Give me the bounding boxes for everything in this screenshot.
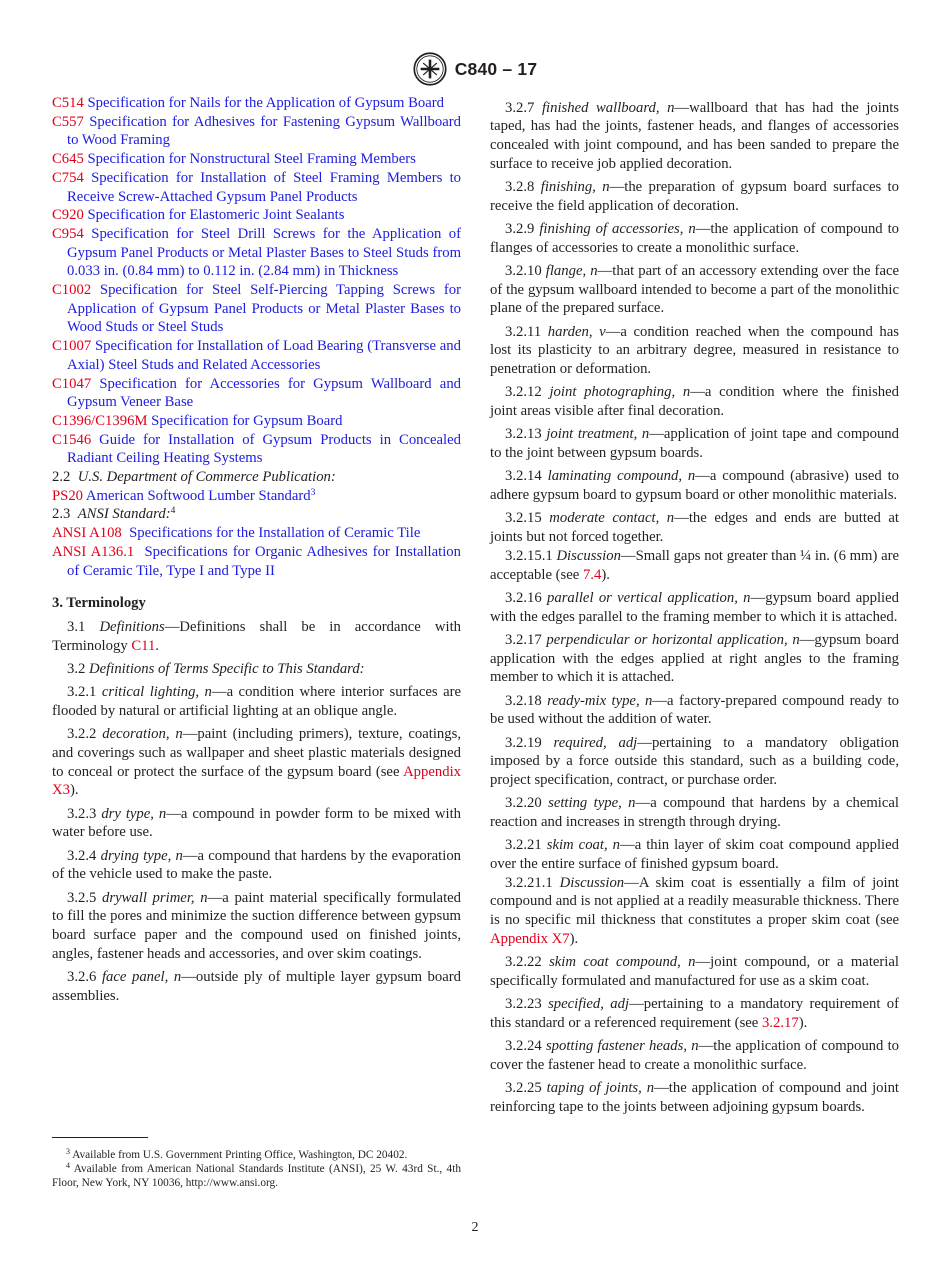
def-text: —that part of an accessory extending over the face of the gypsum wallboard intended to become a part of the monolithic plane of the prepared surface. xyxy=(490,263,900,317)
def-text: —a condition where interior surfaces are flooded by natural or artificial lighting at an oblique angle. xyxy=(52,684,462,719)
ref-code[interactable]: C1396/C1396M xyxy=(52,412,148,429)
reference-item[interactable] xyxy=(52,543,461,580)
def-number: 3.2.18 xyxy=(505,692,542,709)
def-number: 3.2.2 xyxy=(67,726,97,743)
para-3-1: 3.1 Definitions—Definitions shall be in accordance with Terminology C11. xyxy=(52,618,462,654)
definition-3-2-5 xyxy=(52,889,461,964)
definition-3-2-18 xyxy=(490,692,899,729)
reference-item[interactable] xyxy=(52,113,461,150)
ref-title[interactable]: Specification for Accessories for Gypsum Wallboard and Gypsum Veneer Base xyxy=(67,375,462,411)
def-text: —paint (including primers), texture, coatings, and coverings such as wallpaper and sheet plastic materials designed to conceal or protect the surface of the gypsum board (see xyxy=(52,726,461,780)
def-term: laminating compound, n xyxy=(547,468,696,485)
footnote-item xyxy=(52,1148,461,1162)
def-term: decoration, n xyxy=(102,726,183,743)
definition-3-2-14 xyxy=(490,467,899,504)
def-text: —joint compound, or a material specifically formulated and manufactured for use as a skim coat. xyxy=(490,954,899,989)
def-number: 3.2.23 xyxy=(505,996,542,1013)
ref-code[interactable]: ANSI A108 xyxy=(52,525,122,542)
definition-3-2-3 xyxy=(52,805,461,842)
ref-title[interactable]: Specification for Installation of Steel Framing Members to Receive Screw-Attached Gypsum Panel Products xyxy=(67,169,462,205)
ref-code[interactable]: C920 xyxy=(52,207,84,224)
section-2-2: 2.2 U.S. Department of Commerce Publication: xyxy=(52,469,336,486)
def-number: 3.2.1 xyxy=(67,684,97,701)
definition-3-2-1 xyxy=(52,683,461,720)
definition-3-2-22 xyxy=(490,953,899,990)
ref-code[interactable]: C1002 xyxy=(52,282,92,299)
ref-code[interactable]: ANSI A136.1 xyxy=(52,543,135,560)
def-number: 3.2.16 xyxy=(505,589,542,606)
def-term: required, adj xyxy=(553,734,638,751)
ref-title[interactable]: American Softwood Lumber Standard xyxy=(85,487,311,504)
def-number: 3.2.24 xyxy=(505,1038,542,1055)
definition-3-2-13 xyxy=(490,425,899,462)
def-text: —wallboard that has had the joints taped, has had the joints, fastener heads, and flanges of accessories concealed with joint compound, and has been sanded to prepare the surface to receive job applied decoration. xyxy=(490,99,899,172)
def-term: flange, n xyxy=(545,263,598,279)
ansi-reference-list xyxy=(52,524,461,580)
ref-code[interactable]: C1047 xyxy=(52,375,92,392)
ref-title[interactable]: Specification for Nails for the Application of Gypsum Board xyxy=(87,95,445,111)
reference-item[interactable] xyxy=(52,169,461,206)
def-term: Discussion xyxy=(559,874,625,891)
ref-title[interactable]: Specification for Steel Self-Piercing Tapping Screws for Application of Gypsum Panel Products or Metal Plaster Bases to Wood Studs or Steel Studs xyxy=(67,282,461,336)
page-header xyxy=(0,52,950,86)
def-number: 3.2.13 xyxy=(505,426,542,443)
footnote-text: Available from American National Standards Institute (ANSI), 25 W. 43rd St., 4th Floor, New York, NY 10036, http://www.ansi.org. xyxy=(52,1163,461,1189)
def-term: perpendicular or horizontal application, n xyxy=(546,631,800,648)
footnote-number: 3 xyxy=(66,1147,70,1156)
def-term: harden, v xyxy=(547,323,606,340)
def-number: 3.2.15.1 xyxy=(505,547,553,564)
def-term: skim coat, n xyxy=(546,837,620,854)
def-term: finishing, n xyxy=(540,179,610,195)
def-term: specified, adj xyxy=(548,996,630,1013)
ref-title[interactable]: Specifications for the Installation of Ceramic Tile xyxy=(129,525,421,542)
definition-3-2-10 xyxy=(490,262,899,318)
link-c11[interactable]: C11 xyxy=(131,637,156,654)
def-number: 3.2.8 xyxy=(505,179,535,195)
def-text: —a compound (abrasive) used to adhere gypsum board to gypsum board or other monolithic materials. xyxy=(490,468,900,504)
astm-logo-icon xyxy=(413,52,447,86)
definition-3-2-25 xyxy=(490,1079,899,1116)
reference-item[interactable] xyxy=(52,337,461,374)
definition-3-2-23 xyxy=(490,995,899,1032)
def-number: 3.2.6 xyxy=(67,969,97,986)
definition-3-2-15-1 xyxy=(490,547,899,584)
footnote-divider xyxy=(52,1137,148,1138)
definition-3-2-15 xyxy=(490,509,899,546)
ref-title[interactable]: Specification for Nonstructural Steel Framing Members xyxy=(87,151,416,168)
def-text: —a factory-prepared compound ready to be used without the addition of water. xyxy=(490,692,899,728)
definition-3-2-9 xyxy=(490,220,899,257)
ref-code[interactable]: C1546 xyxy=(52,431,92,448)
definition-3-2-6 xyxy=(52,968,461,1005)
definition-3-2-19 xyxy=(490,734,899,790)
def-text: —the preparation of gypsum board surfaces to receive the field application of decoration. xyxy=(490,179,899,214)
def-term: finished wallboard, n xyxy=(541,99,675,116)
cross-reference-link[interactable]: 7.4 xyxy=(582,566,602,583)
def-text: —the edges and ends are butted at joints but not forced together. xyxy=(490,510,899,546)
def-number: 3.2.25 xyxy=(505,1080,542,1097)
para-3-2: 3.2 Definitions of Terms Specific to This Standard: xyxy=(67,660,365,677)
definitions-right xyxy=(490,99,899,1117)
definition-3-2-21-1 xyxy=(490,874,899,949)
def-text: —the application of compound to cover the fastener head to create a monolithic surface. xyxy=(490,1038,900,1073)
footnote-marker: 3 xyxy=(310,487,316,498)
def-text: —a compound in powder form to be mixed with water before use. xyxy=(52,805,462,841)
def-number: 3.2.15 xyxy=(505,510,542,527)
def-term: ready-mix type, n xyxy=(547,692,653,709)
def-number: 3.2.10 xyxy=(505,263,542,279)
reference-item[interactable] xyxy=(52,150,461,169)
ref-code[interactable]: C1007 xyxy=(52,338,92,355)
def-term: face panel, n xyxy=(101,969,182,986)
right-column xyxy=(490,94,899,1116)
def-term: joint photographing, n xyxy=(549,384,691,401)
cross-reference-link[interactable]: Appendix X3 xyxy=(52,763,461,799)
definition-3-2-4 xyxy=(52,847,461,884)
def-number: 3.2.7 xyxy=(505,99,535,116)
def-text: —gypsum board application with the edges applied at right angles to the framing member to which it is attached. xyxy=(490,631,899,686)
def-end: ). xyxy=(69,782,79,799)
def-end: ). xyxy=(601,566,610,583)
def-term: drywall primer, n xyxy=(102,889,208,906)
definition-3-2-2 xyxy=(52,725,461,800)
def-term: skim coat compound, n xyxy=(549,954,696,971)
reference-item[interactable] xyxy=(52,375,461,412)
reference-item[interactable] xyxy=(52,94,461,113)
def-number: 3.2.9 xyxy=(505,221,535,237)
footnotes xyxy=(52,1148,461,1190)
def-text: —the application of compound to flanges of accessories to create a monolithic surface. xyxy=(490,221,899,256)
def-text: —a thin layer of skim coat compound applied over the entire surface of finished gypsum board. xyxy=(490,837,899,872)
ref-title[interactable]: Specifications for Organic Adhesives for Installation of Ceramic Tile, Type I and Type II xyxy=(67,543,461,579)
def-number: 3.2.4 xyxy=(67,847,97,864)
ref-title[interactable]: Specification for Adhesives for Fastening Gypsum Wallboard to Wood Framing xyxy=(67,113,461,149)
def-term: joint treatment, n xyxy=(546,426,650,443)
ref-code[interactable]: C645 xyxy=(52,151,84,168)
def-term: dry type, n xyxy=(101,805,167,822)
def-number: 3.2.22 xyxy=(505,954,542,971)
ref-title[interactable]: Specification for Elastomeric Joint Sealants xyxy=(87,207,345,224)
def-text: —pertaining to a mandatory obligation imposed by a force outside this standard, such as a building code, project specification, contract, or purchase order. xyxy=(490,734,900,788)
def-text: —gypsum board applied with the edges parallel to the framing member to which it is attached. xyxy=(490,589,899,625)
reference-item[interactable] xyxy=(52,281,461,337)
def-term: spotting fastener heads, n xyxy=(545,1038,699,1055)
definition-3-2-11 xyxy=(490,323,899,379)
def-text: —a compound that hardens by the evaporation of the vehicle used to make the paste. xyxy=(52,847,462,883)
def-text: —a paint material specifically formulated to fill the pores and minimize the suction difference between gypsum board surface paper and the compound used on finished joints, angles, fastener heads and accessories, and over skim coatings. xyxy=(52,889,462,962)
def-number: 3.2.12 xyxy=(505,384,542,401)
definition-3-2-20 xyxy=(490,794,899,831)
definitions-left xyxy=(52,683,461,1005)
ref-code[interactable]: C754 xyxy=(52,169,84,186)
reference-list xyxy=(52,94,461,468)
def-text: —pertaining to a mandatory requirement of this standard or a referenced requirement (see xyxy=(490,996,899,1031)
def-number: 3.2.21 xyxy=(505,837,542,854)
section-2-3: 2.3 ANSI Standard:$^4$ xyxy=(52,506,176,523)
def-term: critical lighting, n xyxy=(101,684,212,701)
ref-title[interactable]: Specification for Gypsum Board xyxy=(151,412,343,429)
def-term: drying type, n xyxy=(100,847,183,864)
def-number: 3.2.3 xyxy=(67,805,97,822)
definition-3-2-12 xyxy=(490,383,899,420)
definition-3-2-21 xyxy=(490,836,899,873)
reference-item[interactable] xyxy=(52,225,461,281)
reference-ps20[interactable] xyxy=(52,487,461,506)
def-number: 3.2.21.1 xyxy=(505,874,553,891)
def-number: 3.2.14 xyxy=(505,468,542,485)
ref-code[interactable]: C954 xyxy=(52,225,84,242)
definition-3-2-17 xyxy=(490,631,899,687)
cross-reference-link[interactable]: 3.2.17 xyxy=(762,1014,799,1031)
def-text: —the application of compound and joint reinforcing tape to the joints between adjoining gypsum boards. xyxy=(490,1080,900,1115)
definition-3-2-24 xyxy=(490,1037,899,1074)
def-end: ). xyxy=(798,1014,808,1031)
definition-3-2-16 xyxy=(490,589,899,626)
def-number: 3.2.11 xyxy=(505,323,542,340)
ref-title[interactable]: Guide for Installation of Gypsum Products in Concealed Radiant Ceiling Heating Systems xyxy=(67,431,462,467)
section-heading: 3. Terminology xyxy=(52,595,146,612)
page-number: 2 xyxy=(471,1220,479,1235)
def-number: 3.2.19 xyxy=(505,734,542,751)
definition-3-2-8 xyxy=(490,178,899,215)
reference-item[interactable] xyxy=(52,431,461,468)
ref-code[interactable]: C557 xyxy=(52,113,84,130)
def-text: —a condition where the finished joint areas visible after final decoration. xyxy=(490,384,900,420)
ref-title[interactable]: Specification for Steel Drill Screws for the Application of Gypsum Panel Products or Metal Plaster Bases to Steel Studs from 0.033 in. (0.84 mm) to 0.112 in. (2.84 mm) in Thickness xyxy=(67,225,461,280)
ref-code[interactable]: C514 xyxy=(52,95,84,111)
left-column xyxy=(52,94,461,1006)
def-term: parallel or vertical application, n xyxy=(547,589,751,606)
def-number: 3.2.5 xyxy=(67,889,97,906)
reference-item[interactable] xyxy=(52,206,461,225)
footnote-item xyxy=(52,1162,461,1190)
def-text: —a condition reached when the compound has lost its plasticity to an arbitrary degree, measured in resistance to penetration or deformation. xyxy=(490,323,899,378)
def-text: —a compound that hardens by a chemical reaction and increases in strength through drying. xyxy=(490,795,899,830)
footnote-number: 4 xyxy=(66,1161,70,1170)
def-term: moderate contact, n xyxy=(549,510,675,527)
def-number: 3.2.20 xyxy=(505,795,542,812)
def-text: —Small gaps not greater than ¼ in. (6 mm) are acceptable (see xyxy=(490,547,900,583)
reference-item[interactable] xyxy=(52,524,461,543)
def-text: —A skim coat is essentially a film of joint compound and is not applied at a readily measurable thickness. There is no specific mil thickness that constitutes a proper skim coat (see xyxy=(490,874,900,929)
definition-3-2-7 xyxy=(490,99,899,174)
reference-item[interactable] xyxy=(52,412,461,431)
def-text: —outside ply of multiple layer gypsum board assemblies. xyxy=(52,969,462,1004)
cross-reference-link[interactable]: Appendix X7 xyxy=(490,930,570,947)
def-term: finishing of accessories, n xyxy=(539,221,696,237)
def-term: taping of joints, n xyxy=(546,1080,655,1097)
designation: C840 – 17 xyxy=(454,58,538,79)
def-end: ). xyxy=(569,930,579,947)
ref-title[interactable]: Specification for Installation of Load Bearing (Transverse and Axial) Steel Studs and Related Accessories xyxy=(67,338,461,373)
footnote-marker: 4 xyxy=(170,506,176,517)
def-term: Discussion xyxy=(556,547,621,564)
def-number: 3.2.17 xyxy=(505,631,542,648)
footnote-text: Available from U.S. Government Printing Office, Washington, DC 20402. xyxy=(72,1149,408,1161)
def-text: —application of joint tape and compound to the joint between gypsum boards. xyxy=(490,426,899,462)
ref-code[interactable]: PS20 xyxy=(52,487,84,504)
def-term: setting type, n xyxy=(548,795,636,812)
